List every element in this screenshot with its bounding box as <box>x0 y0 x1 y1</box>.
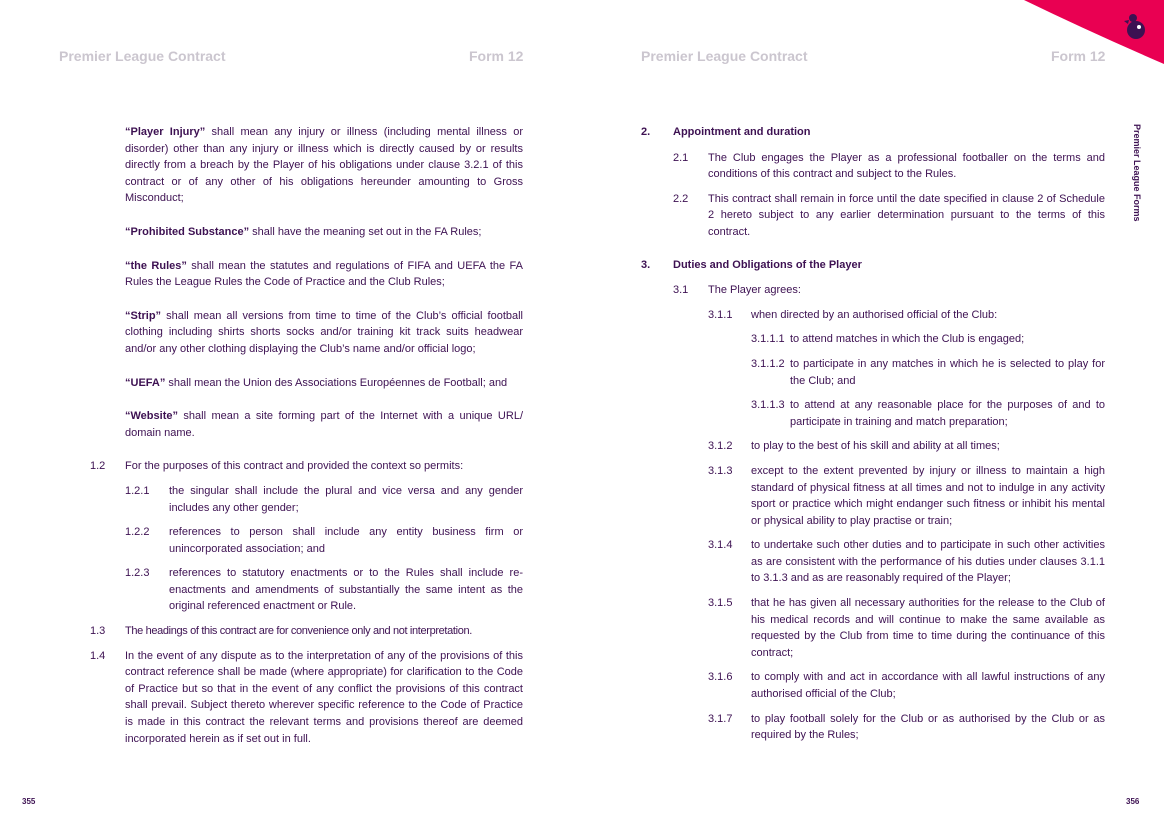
clause-3-1-3 <box>708 463 1105 529</box>
clause-number: 2.1 <box>673 151 689 164</box>
section-number: 2. <box>641 126 651 138</box>
clause-1-3 <box>90 623 523 640</box>
clause-number: 3.1 <box>673 284 689 297</box>
definition-text: shall mean any injury or illness (including mental illness or disorder) other than any injury or illness which is directly caused by or results directly from a breach by the Player of his obligations under clause 3.2.1 of this contract or of any other of his obligations hereunder amounting to Gross Misconduct; <box>125 126 523 205</box>
left-page-number: 355 <box>22 797 36 806</box>
clause-3-1-1-2 <box>751 356 1105 389</box>
definition-text: shall mean a site forming part of the Internet with a unique URL/ domain name. <box>125 410 523 439</box>
clause-number: 3.1.1.2 <box>751 357 785 370</box>
side-label-text: Premier League Forms <box>1132 124 1142 222</box>
definition-strip <box>125 308 523 358</box>
right-page-content <box>641 124 1105 744</box>
definition-player-injury <box>125 124 523 207</box>
clause-text: This contract shall remain in force until the date specified in clause 2 of Schedule 2 hereto subject to any earlier determination pursuant to the terms of this contract. <box>708 192 1105 238</box>
clause-number: 3.1.3 <box>708 464 733 477</box>
clause-2-2 <box>673 191 1105 241</box>
clause-number: 3.1.1.1 <box>751 333 785 346</box>
clause-text: to play football solely for the Club or as authorised by the Club or as required by the Rules; <box>751 712 1105 742</box>
left-header-title: Premier League Contract <box>59 48 226 64</box>
clause-number: 1.3 <box>90 625 106 638</box>
definition-text: shall mean the Union des Associations Européennes de Football; and <box>165 376 508 389</box>
clause-text: to undertake such other duties and to participate in such other activities as are consistent with the performance of his duties under clauses 3.1.1 to 3.1.3 and as are reasonably required of the Player; <box>751 539 1105 585</box>
clause-text: The Player agrees: <box>708 284 801 297</box>
clause-1-2-3 <box>125 565 523 615</box>
clause-3-1-5 <box>708 595 1105 661</box>
clause-3-1-1 <box>708 307 1105 324</box>
clause-number: 1.2 <box>90 460 106 473</box>
clause-3-1-1-1 <box>751 331 1105 348</box>
right-header-form: Form 12 <box>1051 48 1106 64</box>
clause-text: when directed by an authorised official of the Club: <box>751 308 998 321</box>
clause-number: 3.1.2 <box>708 440 733 453</box>
clause-text: except to the extent prevented by injury or illness to maintain a high standard of physical fitness at all times and not to indulge in any activity sport or practice which might endanger such fitness or inhibit his mental or physical ability to play practise or train; <box>751 464 1105 527</box>
clause-number: 1.4 <box>90 649 106 662</box>
section-title: Appointment and duration <box>673 126 811 138</box>
clause-text: references to person shall include any entity business firm or unincorporated association; and <box>169 526 523 555</box>
clause-3-1-6 <box>708 669 1105 702</box>
clause-number: 1.2.1 <box>125 484 150 497</box>
left-header-form: Form 12 <box>469 48 524 64</box>
clause-text: to play to the best of his skill and ability at all times; <box>751 440 1000 453</box>
left-page-content <box>90 124 523 747</box>
definition-term: “Prohibited Substance” <box>125 225 250 238</box>
definition-term: “Website” <box>125 410 178 423</box>
clause-number: 1.2.3 <box>125 567 150 580</box>
definition-text: shall mean the statutes and regulations of FIFA and UEFA the FA Rules the League Rules the Code of Practice and the Club Rules; <box>125 259 523 289</box>
clause-1-4 <box>90 648 523 748</box>
definition-prohibited-substance <box>125 224 523 241</box>
clause-text: to comply with and act in accordance with all lawful instructions of any authorised official of the Club; <box>751 671 1105 701</box>
clause-text: that he has given all necessary authorities for the release to the Club of his medical records and will continue to make the same available as requested by the Club from time to time during the continuance of this contract; <box>751 597 1105 659</box>
clause-1-2-2 <box>125 524 523 557</box>
clause-text: In the event of any dispute as to the interpretation of any of the provisions of this contract reference shall be made (where appropriate) for clarification to the Code of Practice but so that in the event of any conflict the provisions of this contract shall prevail. Subject thereto wherever specific reference to the Code of Practice is made in this contract the relevant terms and provisions thereof are deemed incorporated herein as if set out in full. <box>125 649 523 745</box>
clause-text: the singular shall include the plural and vice versa and any gender includes any other gender; <box>169 484 523 514</box>
brand-corner-graphic <box>1010 0 1164 70</box>
clause-3-1-4 <box>708 537 1105 587</box>
clause-3-1-2 <box>708 438 1105 455</box>
clause-number: 3.1.7 <box>708 712 733 725</box>
clause-number: 3.1.5 <box>708 597 733 610</box>
clause-number: 3.1.4 <box>708 539 733 552</box>
right-header-title: Premier League Contract <box>641 48 808 64</box>
clause-text: to attend at any reasonable place for the purposes of and to participate in training and match preparation; <box>790 399 1105 428</box>
section-number: 3. <box>641 258 651 271</box>
definition-term: “Strip” <box>125 309 162 322</box>
clause-3-1 <box>673 282 1105 299</box>
clause-number: 3.1.6 <box>708 671 733 684</box>
definition-term: “Player Injury” <box>125 126 206 138</box>
definition-term: “the Rules” <box>125 259 187 272</box>
clause-number: 3.1.1 <box>708 308 733 321</box>
clause-number: 2.2 <box>673 192 689 205</box>
clause-text: references to statutory enactments or to the Rules shall include re-enactments and amendments of substantially the same intent as the original referenced enactment or Rule. <box>169 567 523 613</box>
clause-number: 1.2.2 <box>125 526 150 539</box>
definition-term: “UEFA” <box>125 376 166 389</box>
definition-text: shall mean all versions from time to time of the Club’s official football clothing including shirts shorts socks and/or training kit track suits headwear and/or any other clothing displaying the Club’s name and/or official logo; <box>125 309 523 355</box>
right-page-number: 356 <box>1126 797 1140 806</box>
side-label <box>1128 124 1142 244</box>
section-3-heading <box>641 257 1105 274</box>
definition-text: shall have the meaning set out in the FA Rules; <box>249 225 482 238</box>
definition-uefa <box>125 375 523 392</box>
clause-2-1 <box>673 150 1105 183</box>
clause-1-2 <box>90 458 523 475</box>
definition-the-rules <box>125 258 523 291</box>
clause-text: The Club engages the Player as a professional footballer on the terms and conditions of this contract and subject to the Rules. <box>708 151 1105 181</box>
definition-website <box>125 408 523 441</box>
clause-number: 3.1.1.3 <box>751 399 785 412</box>
clause-1-2-1 <box>125 483 523 516</box>
clause-text: For the purposes of this contract and provided the context so permits: <box>125 460 464 473</box>
clause-text: to attend matches in which the Club is engaged; <box>790 333 1025 346</box>
clause-3-1-1-3 <box>751 397 1105 430</box>
clause-3-1-7 <box>708 711 1105 744</box>
section-title: Duties and Obligations of the Player <box>673 258 862 271</box>
clause-text: to participate in any matches in which he is selected to play for the Club; and <box>790 357 1105 387</box>
section-2-heading <box>641 124 1105 141</box>
clause-text: The headings of this contract are for convenience only and not interpretation. <box>125 625 472 638</box>
